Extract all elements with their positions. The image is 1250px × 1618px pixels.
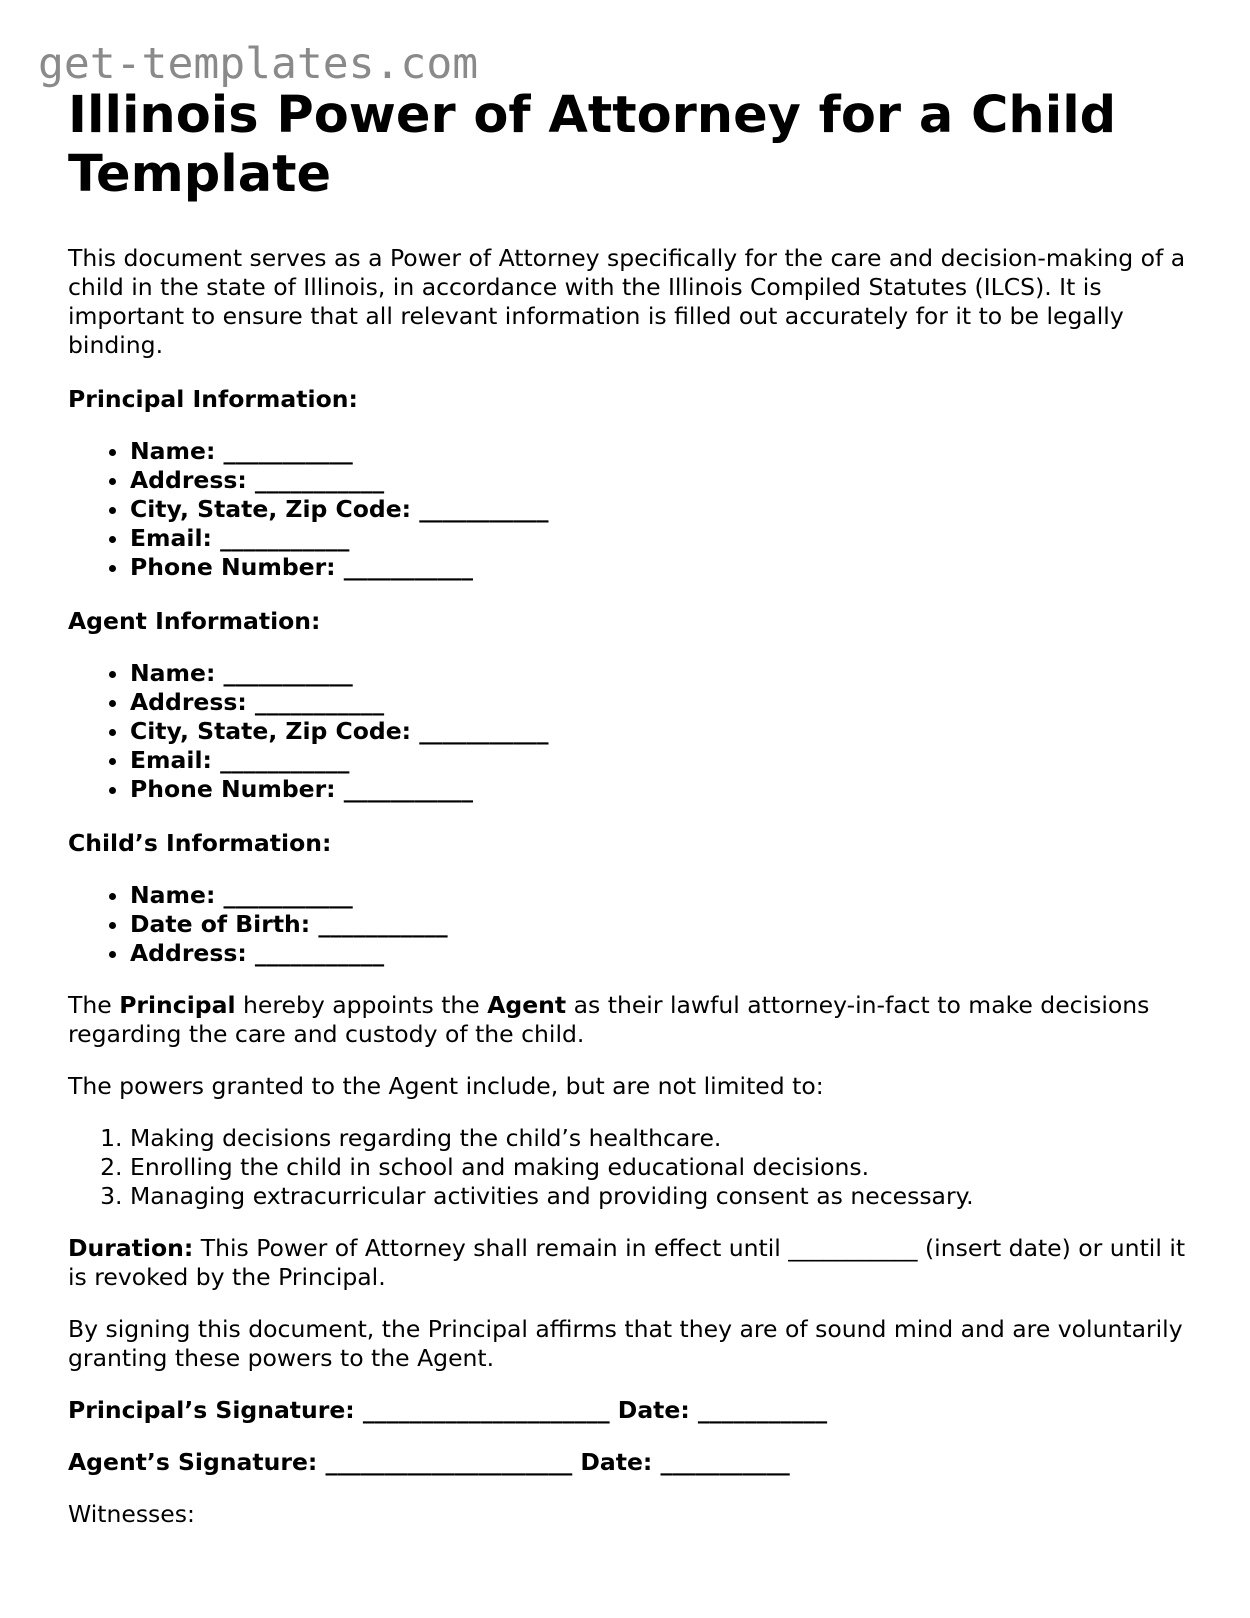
principal-address-field: • Address: ___________	[130, 466, 1188, 495]
agent-fields-list	[68, 659, 1188, 804]
principal-phone-field: • Phone Number: ___________	[130, 553, 1188, 582]
agent-name-field: • Name: ___________	[130, 659, 1188, 688]
agent-city-field: • City, State, Zip Code: ___________	[130, 717, 1188, 746]
watermark: get-templates.com	[38, 39, 479, 89]
appointment-post: as their lawful attorney-in-fact to make decisions regarding the care and custody of the child.	[68, 991, 1150, 1048]
powers-intro: The powers granted to the Agent include, but are not limited to:	[68, 1072, 824, 1100]
agent-phone-field: • Phone Number: ___________	[130, 775, 1188, 804]
agent-signature-line: Agent’s Signature: _____________________ Date: ___________	[68, 1448, 790, 1476]
document-page	[68, 86, 1188, 1529]
child-address-field: • Address: ___________	[130, 939, 1188, 968]
power-item: 1. Making decisions regarding the child’s healthcare.	[130, 1124, 1188, 1153]
agent-heading: Agent Information:	[68, 607, 321, 635]
intro-paragraph: This document serves as a Power of Attorney specifically for the care and decision-making of a child in the state of Illinois, in accordance with the Illinois Compiled Statutes (ILCS). It is important to ensure that all relevant information is filled out accurately for it to be legally binding.	[68, 244, 1186, 359]
principal-name-field: • Name: ___________	[130, 437, 1188, 466]
child-name-field: • Name: ___________	[130, 881, 1188, 910]
affirmation-paragraph: By signing this document, the Principal affirms that they are of sound mind and are voluntarily granting these powers to the Agent.	[68, 1315, 1183, 1372]
appointment-paragraph	[68, 991, 1188, 1049]
principal-fields-list	[68, 437, 1188, 582]
power-item: 2. Enrolling the child in school and making educational decisions.	[130, 1153, 1188, 1182]
principal-city-field: • City, State, Zip Code: ___________	[130, 495, 1188, 524]
agent-email-field: • Email: ___________	[130, 746, 1188, 775]
duration-paragraph	[68, 1234, 1188, 1292]
powers-list	[68, 1124, 1188, 1211]
duration-text: This Power of Attorney shall remain in effect until ___________ (insert date) or until it is revoked by the Principal.	[68, 1234, 1186, 1291]
page-title: Illinois Power of Attorney for a Child Template	[68, 86, 1117, 204]
duration-label: Duration:	[68, 1234, 194, 1262]
agent-term: Agent	[487, 991, 567, 1019]
appointment-mid: hereby appoints the	[235, 991, 488, 1019]
principal-signature-line: Principal’s Signature: _____________________ Date: ___________	[68, 1396, 828, 1424]
child-heading: Child’s Information:	[68, 829, 332, 857]
power-item: 3. Managing extracurricular activities and providing consent as necessary.	[130, 1182, 1188, 1211]
child-dob-field: • Date of Birth: ___________	[130, 910, 1188, 939]
agent-address-field: • Address: ___________	[130, 688, 1188, 717]
principal-email-field: • Email: ___________	[130, 524, 1188, 553]
appointment-pre: The	[68, 991, 120, 1019]
child-fields-list	[68, 881, 1188, 968]
witnesses-label: Witnesses:	[68, 1500, 195, 1528]
principal-term: Principal	[119, 991, 236, 1019]
principal-heading: Principal Information:	[68, 385, 358, 413]
